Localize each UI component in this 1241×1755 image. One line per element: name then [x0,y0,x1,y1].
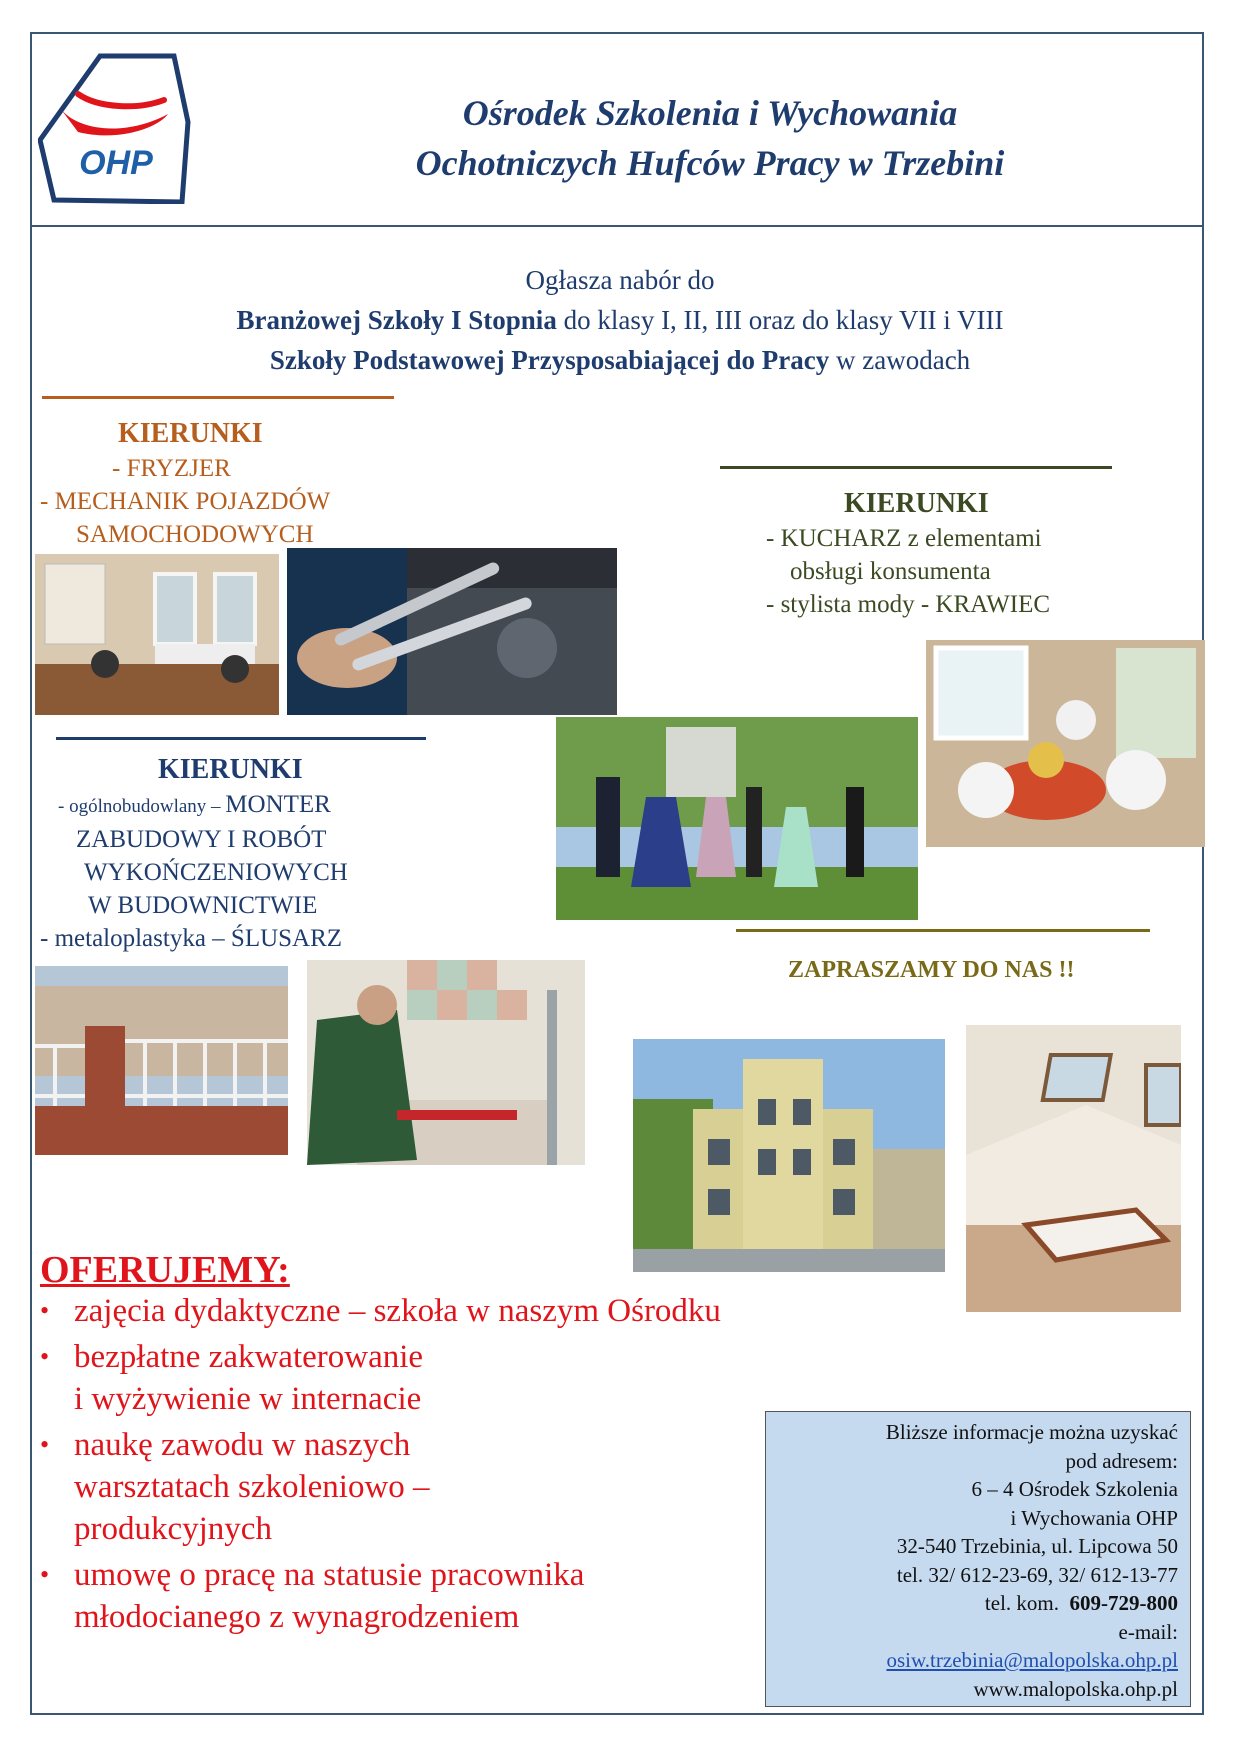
list-item: - metaloplastyka – ŚLUSARZ [40,925,343,952]
contact-line: 6 – 4 Ośrodek Szkolenia [971,1477,1178,1501]
divider-right-top [720,466,1112,469]
offer-text: młodocianego z wynagrodzeniem [74,1599,520,1635]
section-heading: KIERUNKI [118,418,263,449]
bullet-icon: • [40,1560,50,1589]
title-line-1: Ośrodek Szkolenia i Wychowania [462,93,958,133]
contact-box [765,1411,1191,1707]
list-item [40,1554,800,1638]
list-item: obsługi konsumenta [790,558,991,585]
builder-main: MONTER [225,791,331,818]
list-item: - MECHANIK POJAZDÓW [40,488,331,515]
offer-title: OFERUJEMY: [40,1249,290,1291]
bullet-icon: • [40,1430,50,1459]
website-text: www.malopolska.ohp.pl [973,1676,1178,1701]
photo-metal-fence [35,966,288,1155]
list-item: - KUCHARZ z elementami [766,525,1042,552]
offer-text: i wyżywienie w internacie [74,1381,422,1417]
photo-school-building [633,1039,945,1272]
divider-invite [736,929,1150,932]
divider-left-bottom [56,737,426,740]
logo-text: OHP [79,144,153,182]
email-label: e-mail: [1118,1619,1178,1644]
offer-text: naukę zawodu w naszych [74,1427,411,1463]
intro-line-2 [100,300,1140,340]
list-item: ZABUDOWY I ROBÓT [76,826,327,853]
list-item: - FRYZJER [112,455,231,482]
list-item [40,1336,800,1420]
contact-line: Bliższe informacje można uzyskać [885,1420,1178,1444]
list-item [40,1290,800,1332]
offer-text: zajęcia dydaktyczne – szkoła w naszym Ośrodku [74,1293,721,1329]
contact-mobile [766,1589,1178,1618]
intro-classes: do klasy I, II, III oraz do klasy VII i VIII [556,305,1004,335]
intro-line-1: Ogłasza nabór do [525,265,715,295]
header-separator [30,225,1204,227]
intro-school-1: Branżowej Szkoły I Stopnia [236,305,557,335]
invite-text: ZAPRASZAMY DO NAS !! [788,957,1075,983]
mobile-number: 609-729-800 [1069,1591,1178,1615]
section-cook-tailor [760,486,1150,621]
mobile-label: tel. kom. [984,1591,1059,1615]
divider-left-top [42,396,394,399]
section-heading: KIERUNKI [844,488,989,519]
contact-address: 32-540 Trzebinia, ul. Lipcowa 50 [896,1534,1178,1558]
offer-text: warsztatach szkoleniowo – [74,1469,430,1505]
section-builder-locksmith [40,752,440,955]
contact-phone: tel. 32/ 612-23-69, 32/ 612-13-77 [896,1562,1178,1587]
list-item: SAMOCHODOWYCH [76,521,314,548]
intro-line-3 [100,340,1140,380]
contact-line: i Wychowania OHP [1010,1505,1178,1530]
list-item [40,788,440,823]
photo-tile-worker [307,960,585,1165]
offer-text: produkcyjnych [74,1511,272,1547]
section-heading: KIERUNKI [158,754,303,785]
ohp-logo [38,52,194,204]
contact-line: pod adresem: [1065,1448,1178,1473]
offer-list [40,1290,800,1642]
photo-hair-salon [35,554,279,715]
intro-school-2: Szkoły Podstawowej Przysposabiającej do Pracy [269,345,830,375]
builder-prefix: - ogólnobudowlany – [58,796,226,817]
bullet-icon: • [40,1342,50,1371]
offer-text: bezpłatne zakwaterowanie [74,1339,424,1375]
list-item: WYKOŃCZENIOWYCH [84,859,348,886]
page-title [300,88,1120,188]
bullet-icon: • [40,1296,50,1325]
list-item: - stylista mody - KRAWIEC [766,591,1051,618]
email-link[interactable]: osiw.trzebinia@malopolska.ohp.pl [886,1648,1178,1672]
photo-dorm-room [966,1025,1181,1312]
offer-text: umowę o pracę na statusie pracownika [74,1557,585,1593]
list-item: W BUDOWNICTWIE [88,892,318,919]
photo-mechanic [287,548,617,715]
intro-professions: w zawodach [829,345,971,375]
photo-cooking-students [926,640,1205,847]
photo-fashion-show [556,717,918,920]
title-line-2: Ochotniczych Hufców Pracy w Trzebini [415,143,1005,183]
list-item [40,1424,800,1550]
section-hairdresser-mechanic [40,416,420,551]
intro-text [100,260,1140,380]
